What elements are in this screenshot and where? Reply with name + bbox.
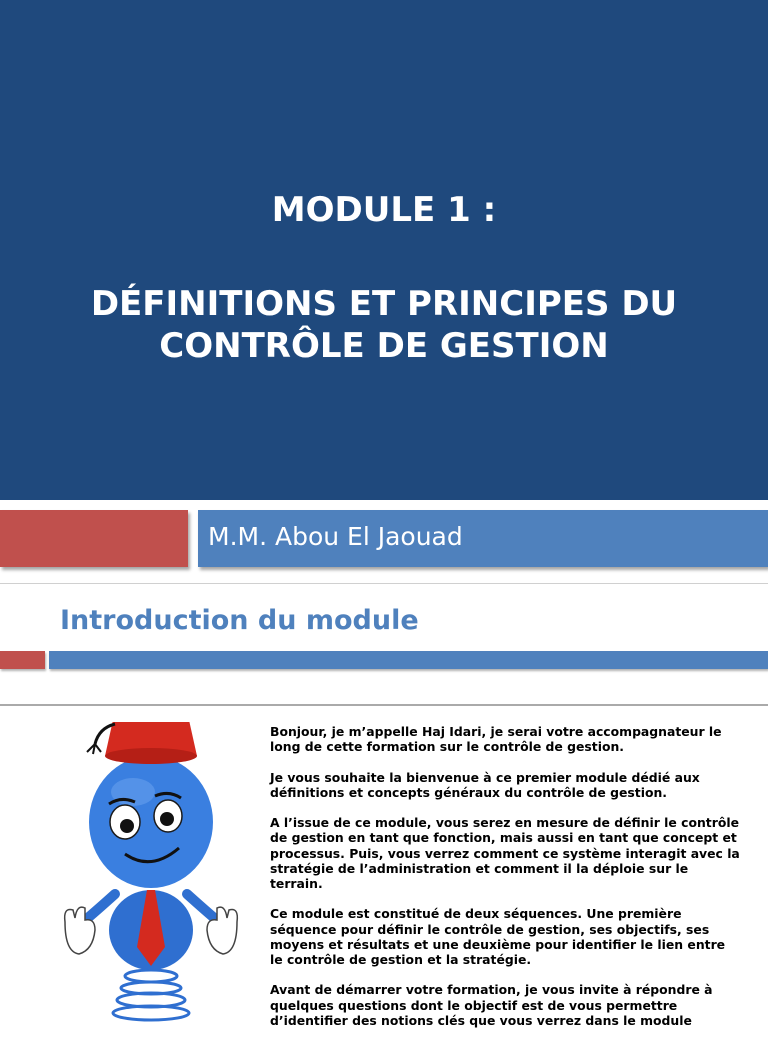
title-panel — [0, 0, 768, 500]
module-number-title: MODULE 1 : — [271, 190, 497, 230]
paragraph-5: Avant de démarrer votre formation, je vous invite à répondre à quelques questions dont le objectif est de vous permettre d’identifier des notions clés que vous verrez dans le module — [270, 982, 713, 1028]
author-name: M.M. Abou El Jaouad — [208, 522, 463, 551]
red-accent-bar-small — [0, 651, 45, 669]
paragraph-3: A l’issue de ce module, vous serez en mesure de définir le contrôle de gestion en tant que fonction, mais aussi en tant que concept et processus. Puis, vous verrez comment ce système interagit avec la stratégie de l’administration et comment il la déploie sur le terrain. — [270, 815, 740, 891]
module-subject-title — [0, 283, 768, 367]
paragraph-4: Ce module est constitué de deux séquences. Une première séquence pour définir le contrôle de gestion, ses objectifs, ses moyens et résultats et une deuxième pour identifier le lien entre le contrôle de gestion et la stratégie. — [270, 906, 726, 967]
slide-heading: Introduction du module — [60, 605, 419, 636]
red-accent-bar — [0, 510, 188, 567]
mascot-character-icon — [55, 722, 255, 1024]
blue-accent-bar-long — [49, 651, 768, 669]
title-line-3: CONTRÔLE DE GESTION — [159, 326, 609, 366]
title-line-2: DÉFINITIONS ET PRINCIPES DU — [90, 284, 678, 324]
introduction-text — [270, 724, 740, 1043]
paragraph-2: Je vous souhaite la bienvenue à ce premier module dédié aux définitions et concepts généraux du contrôle de gestion. — [270, 769, 700, 800]
paragraph-1: Bonjour, je m’appelle Haj Idari, je serai votre accompagnateur le long de cette formation sur le contrôle de gestion. — [270, 724, 722, 755]
divider — [0, 704, 768, 706]
introduction-slide — [0, 584, 768, 1028]
